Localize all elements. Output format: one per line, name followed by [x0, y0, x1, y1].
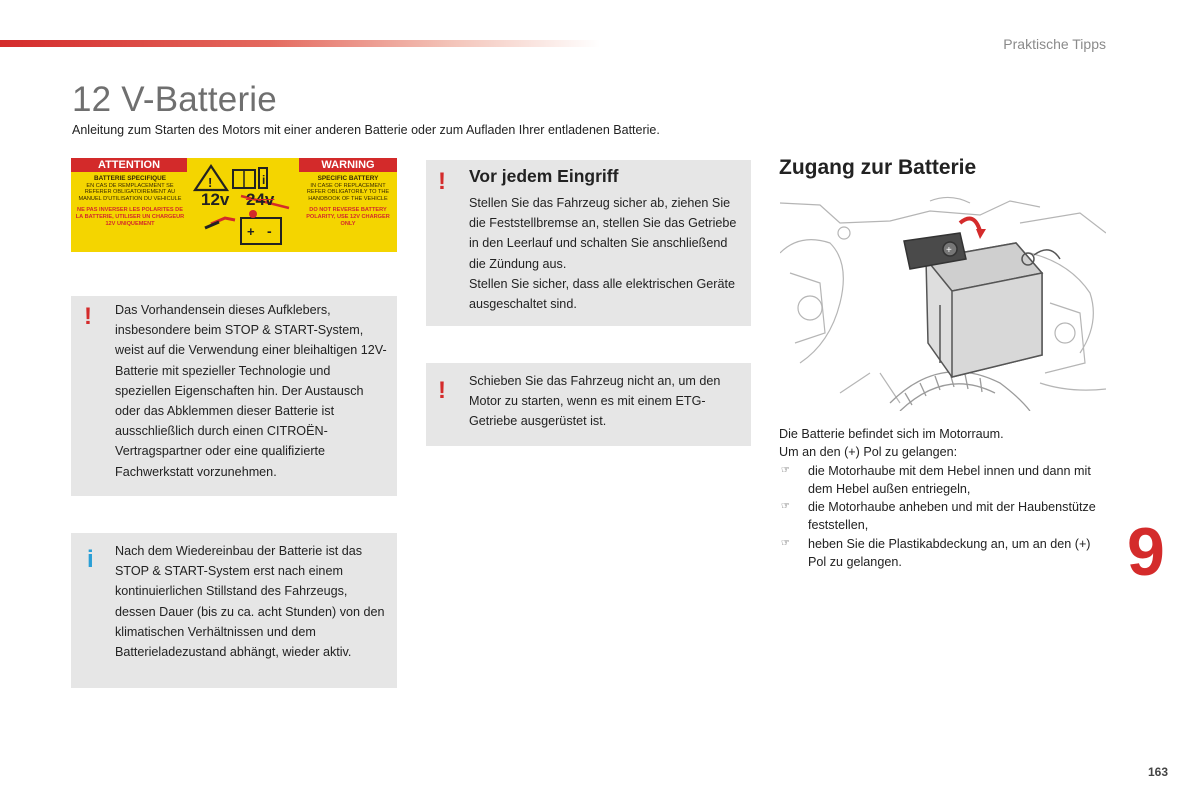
sticker-warning-label: WARNING — [299, 158, 397, 172]
exclamation-icon: ! — [438, 377, 446, 404]
exclamation-icon: ! — [84, 303, 92, 330]
access-instructions — [779, 425, 1099, 571]
list-item — [779, 498, 1099, 535]
battery-illustration-icon — [780, 193, 1106, 411]
sticker-en-line3: DO NOT REVERSE BATTERY POLARITY, USE 12V CHARGER ONLY — [306, 207, 390, 227]
page-subtitle: Anleitung zum Starten des Motors mit einer anderen Batterie oder zum Aufladen Ihrer entladenen Batterie. — [72, 123, 660, 137]
access-heading: Zugang zur Batterie — [779, 156, 977, 179]
sticker-fr-line2: EN CAS DE REMPLACEMENT SE REFERER OBLIGATOIREMENT AU MANUEL D'UTILISATION DU VEHICULE — [78, 182, 182, 202]
sticker-english-text — [301, 176, 395, 227]
header-accent-bar — [0, 40, 600, 47]
before-work-box — [426, 160, 751, 326]
pointing-hand-icon: ☞ — [781, 464, 790, 476]
sticker-fr-line3: NE PAS INVERSER LES POLARITES DE LA BATTERIE, UTILISER UN CHARGEUR 12V UNIQUEMENT — [75, 207, 185, 227]
battery-engine-illustration — [780, 193, 1106, 411]
sticker-12v-label: 12v — [201, 190, 230, 209]
no-push-start-box — [426, 363, 751, 446]
exclamation-icon: ! — [438, 168, 446, 195]
svg-text:+: + — [946, 245, 952, 256]
sticker-24v-label: 24v — [246, 190, 275, 209]
before-work-devices-text: Stellen Sie sicher, dass alle elektrischen Geräte ausgeschaltet sind. — [469, 276, 736, 312]
before-work-heading: Vor jedem Eingriff — [469, 166, 619, 186]
page-number: 163 — [1147, 765, 1168, 779]
pointing-hand-icon: ☞ — [781, 537, 790, 549]
restart-info-text: Nach dem Wiedereinbau der Batterie ist das STOP & START-System erst nach einem kontinuierlichen Stillstand des Fahrzeugs, dessen Dauer (bis zu ca. acht Stunden) von den klimatischen Verhältnissen und dem Batterieladezustand abhängt, wieder aktiv. — [115, 544, 385, 660]
svg-text:i: i — [262, 173, 266, 187]
sticker-en-line2: IN CASE OF REPLACEMENT REFER OBLIGATORILY TO THE HANDBOOK OF THE VEHICLE — [306, 182, 390, 202]
page-title: 12 V-Batterie — [72, 80, 277, 119]
info-icon: i — [87, 546, 94, 573]
svg-text:-: - — [267, 223, 272, 239]
before-work-step-text: Stellen Sie das Fahrzeug sicher ab, ziehen Sie die Feststellbremse an, stellen Sie das Getriebe in den Leerlauf und schalten Sie anschließend die Zündung aus. — [469, 196, 737, 271]
section-label: Praktische Tipps — [1003, 36, 1106, 52]
chapter-number: 9 — [1127, 514, 1165, 590]
no-push-start-text: Schieben Sie das Fahrzeug nicht an, um den Motor zu starten, wenn es mit einem ETG-Getriebe ausgerüstet ist. — [469, 374, 721, 429]
list-item — [779, 535, 1099, 572]
access-steps-list — [779, 462, 1099, 572]
svg-text:!: ! — [208, 175, 213, 190]
sticker-fr-line1: BATTERIE SPECIFIQUE — [94, 175, 166, 182]
sticker-warning-box — [71, 296, 397, 496]
svg-text:+: + — [247, 224, 255, 239]
access-step-text: die Motorhaube mit dem Hebel innen und dann mit dem Hebel außen entriegeln, — [808, 463, 1091, 496]
list-item — [779, 462, 1099, 499]
restart-info-box — [71, 533, 397, 688]
access-step-text: die Motorhaube anheben und mit der Haubenstütze feststellen, — [808, 500, 1096, 533]
sticker-en-line1: SPECIFIC BATTERY — [317, 175, 379, 182]
sticker-french-text — [75, 176, 185, 227]
battery-location-text: Die Batterie befindet sich im Motorraum. — [779, 427, 1004, 441]
sticker-pictograms — [191, 162, 295, 250]
before-work-text — [469, 193, 741, 314]
sticker-warning-text: Das Vorhandensein dieses Aufklebers, insbesondere beim STOP & START-System, weist auf die Verwendung einer bleihaltigen 12V-Batterie mit spezieller Technologie und speziellen Eigenschaften hin. Der Austausch oder das Abklemmen dieser Batterie ist ausschließlich durch einen CITROËN-Vertragspartner oder eine qualifizierte Fachwerkstatt vorzunehmen. — [115, 303, 387, 479]
access-step-text: heben Sie die Plastikabdeckung an, um an den (+) Pol zu gelangen. — [808, 536, 1091, 570]
sticker-attention-label: ATTENTION — [71, 158, 187, 172]
access-intro-text: Um an den (+) Pol zu gelangen: — [779, 445, 958, 460]
pointing-hand-icon: ☞ — [781, 501, 790, 513]
battery-warning-sticker — [71, 158, 397, 252]
